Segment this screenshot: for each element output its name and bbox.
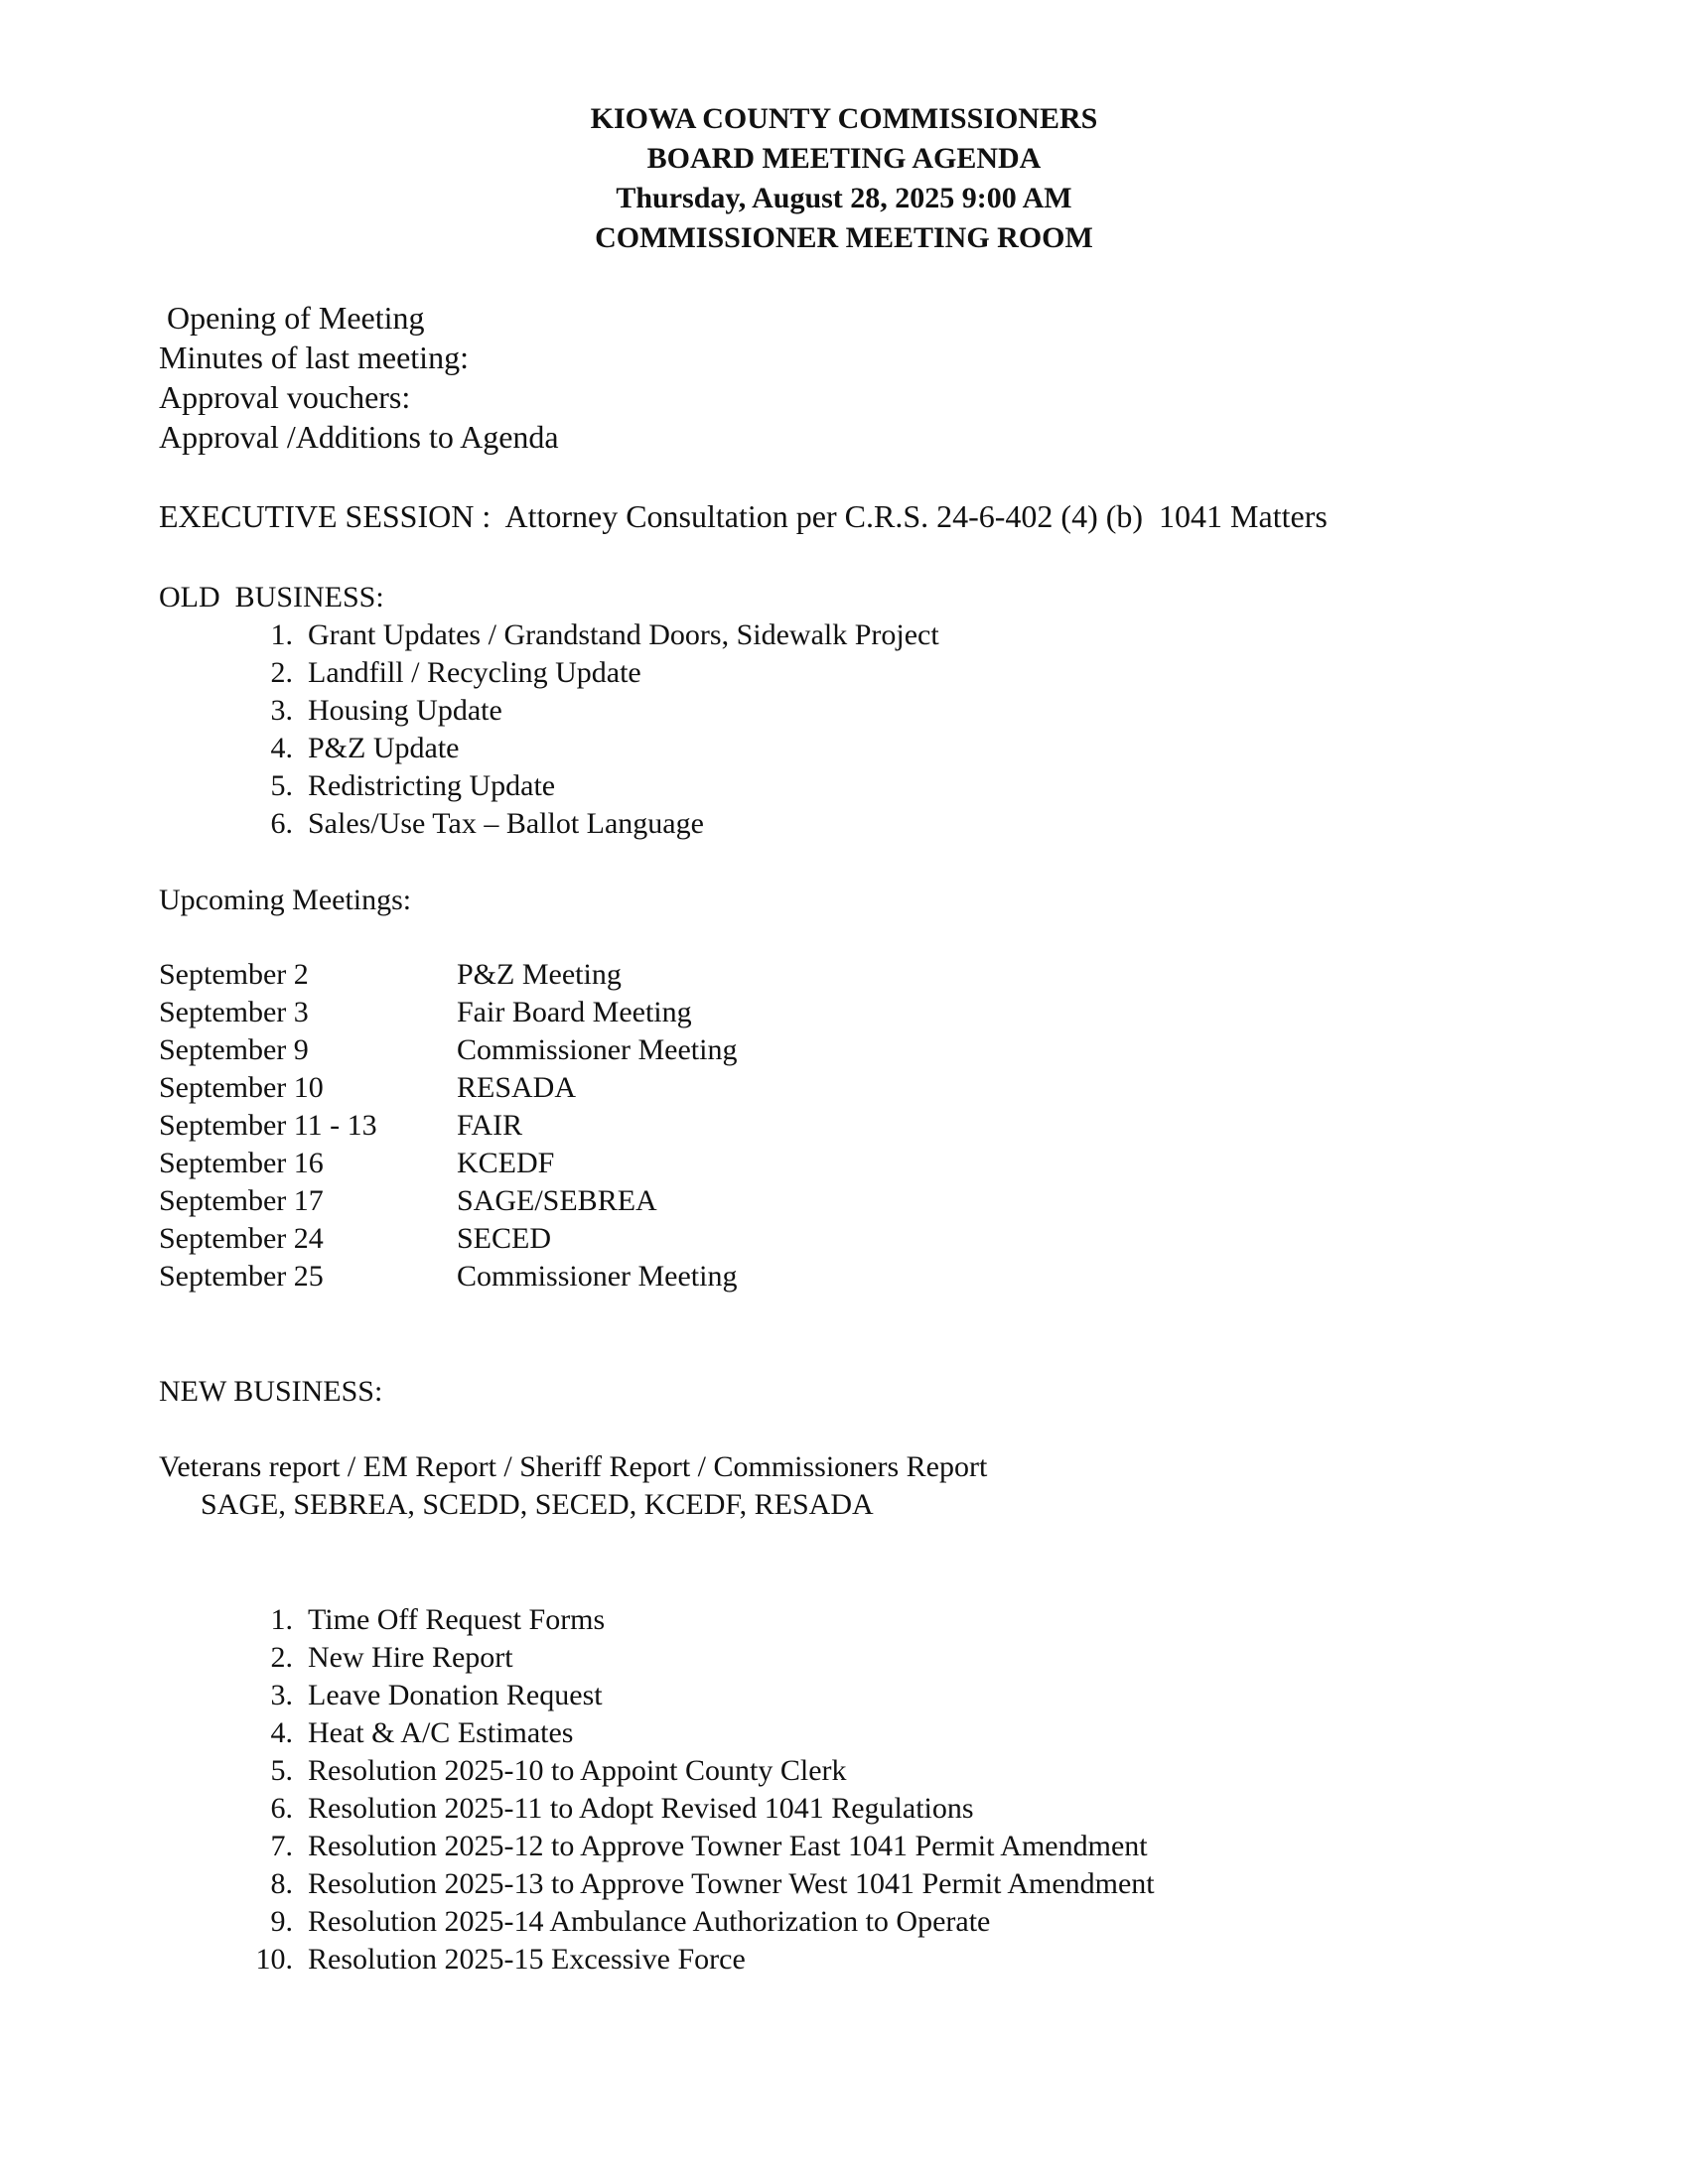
new-business-item [0,1677,1688,1714]
new-business-item-number: 4. [270,1716,293,1749]
approval-vouchers: Approval vouchers: [159,379,411,415]
new-business-item-text: Resolution 2025-15 Excessive Force [308,1943,746,1976]
old-business-item-number: 2. [270,656,293,689]
reports-line: Veterans report / EM Report / Sheriff Report / Commissioners Report [159,1450,988,1483]
meeting-date: September 24 [159,1222,324,1255]
new-business-item-number: 1. [270,1603,293,1636]
old-business-item [0,692,1688,730]
new-business-item-text: Leave Donation Request [308,1679,603,1711]
meeting-date: September 17 [159,1184,324,1217]
old-business-item-number: 4. [270,732,293,764]
new-business-item [0,1941,1688,1979]
agenda-date-time: Thursday, August 28, 2025 9:00 AM [616,182,1072,214]
new-business-item [0,1903,1688,1941]
old-business-item-text: Housing Update [308,694,502,727]
meeting-event: KCEDF [457,1147,555,1179]
new-business-item-text: Resolution 2025-10 to Appoint County Clerk [308,1754,847,1787]
new-business-item-number: 5. [270,1754,293,1787]
meeting-event: FAIR [457,1109,523,1142]
new-business-item-number: 10. [255,1943,293,1976]
meeting-date: September 25 [159,1260,324,1293]
new-business-item [0,1752,1688,1790]
new-business-item-text: Resolution 2025-14 Ambulance Authorization to Operate [308,1905,991,1938]
new-business-item [0,1714,1688,1752]
meeting-event: Fair Board Meeting [457,996,692,1028]
old-business-item-text: P&Z Update [308,732,460,764]
minutes-of-last-meeting: Minutes of last meeting: [159,340,469,375]
agenda-title-county: KIOWA COUNTY COMMISSIONERS [590,102,1098,135]
reports-organizations: SAGE, SEBREA, SCEDD, SECED, KCEDF, RESADA [201,1488,874,1521]
old-business-heading: OLD BUSINESS: [159,581,384,614]
old-business-item [0,805,1688,843]
new-business-item-number: 7. [270,1830,293,1862]
approval-additions-agenda: Approval /Additions to Agenda [159,419,559,455]
new-business-item [0,1601,1688,1639]
new-business-item-number: 6. [270,1792,293,1825]
meeting-event: SECED [457,1222,552,1255]
new-business-item [0,1639,1688,1677]
meeting-event: Commissioner Meeting [457,1260,738,1293]
meeting-date: September 3 [159,996,309,1028]
old-business-item [0,730,1688,767]
upcoming-meetings-heading: Upcoming Meetings: [159,884,412,916]
new-business-item-text: Heat & A/C Estimates [308,1716,574,1749]
meeting-date: September 16 [159,1147,324,1179]
meeting-event: Commissioner Meeting [457,1033,738,1066]
meeting-event: P&Z Meeting [457,958,622,991]
old-business-item-number: 6. [270,807,293,840]
new-business-item-number: 3. [270,1679,293,1711]
new-business-item-text: Resolution 2025-11 to Adopt Revised 1041 Regulations [308,1792,974,1825]
executive-session: EXECUTIVE SESSION : Attorney Consultation per C.R.S. 24-6-402 (4) (b) 1041 Matters [159,498,1328,534]
new-business-item [0,1790,1688,1828]
new-business-item [0,1865,1688,1903]
old-business-item-text: Sales/Use Tax – Ballot Language [308,807,704,840]
old-business-item-text: Redistricting Update [308,769,556,802]
agenda-title-board-meeting: BOARD MEETING AGENDA [646,142,1042,175]
agenda-location: COMMISSIONER MEETING ROOM [595,221,1093,254]
old-business-item-number: 3. [270,694,293,727]
new-business-item-number: 9. [270,1905,293,1938]
new-business-item-text: Time Off Request Forms [308,1603,606,1636]
new-business-heading: NEW BUSINESS: [159,1375,383,1408]
meeting-event: SAGE/SEBREA [457,1184,657,1217]
new-business-item-number: 2. [270,1641,293,1674]
new-business-item-text: Resolution 2025-13 to Approve Towner West 1041 Permit Amendment [308,1867,1155,1900]
old-business-item-number: 5. [270,769,293,802]
old-business-item-text: Grant Updates / Grandstand Doors, Sidewalk Project [308,618,939,651]
meeting-date: September 10 [159,1071,324,1104]
old-business-item [0,616,1688,654]
new-business-item-text: New Hire Report [308,1641,513,1674]
old-business-item-text: Landfill / Recycling Update [308,656,641,689]
new-business-item [0,1828,1688,1865]
meeting-date: September 2 [159,958,309,991]
old-business-item [0,654,1688,692]
meeting-date: September 11 - 13 [159,1109,377,1142]
old-business-item [0,767,1688,805]
meeting-event: RESADA [457,1071,577,1104]
new-business-item-number: 8. [270,1867,293,1900]
new-business-item-text: Resolution 2025-12 to Approve Towner East 1041 Permit Amendment [308,1830,1148,1862]
meeting-date: September 9 [159,1033,309,1066]
opening-of-meeting: Opening of Meeting [159,300,425,336]
old-business-item-number: 1. [270,618,293,651]
